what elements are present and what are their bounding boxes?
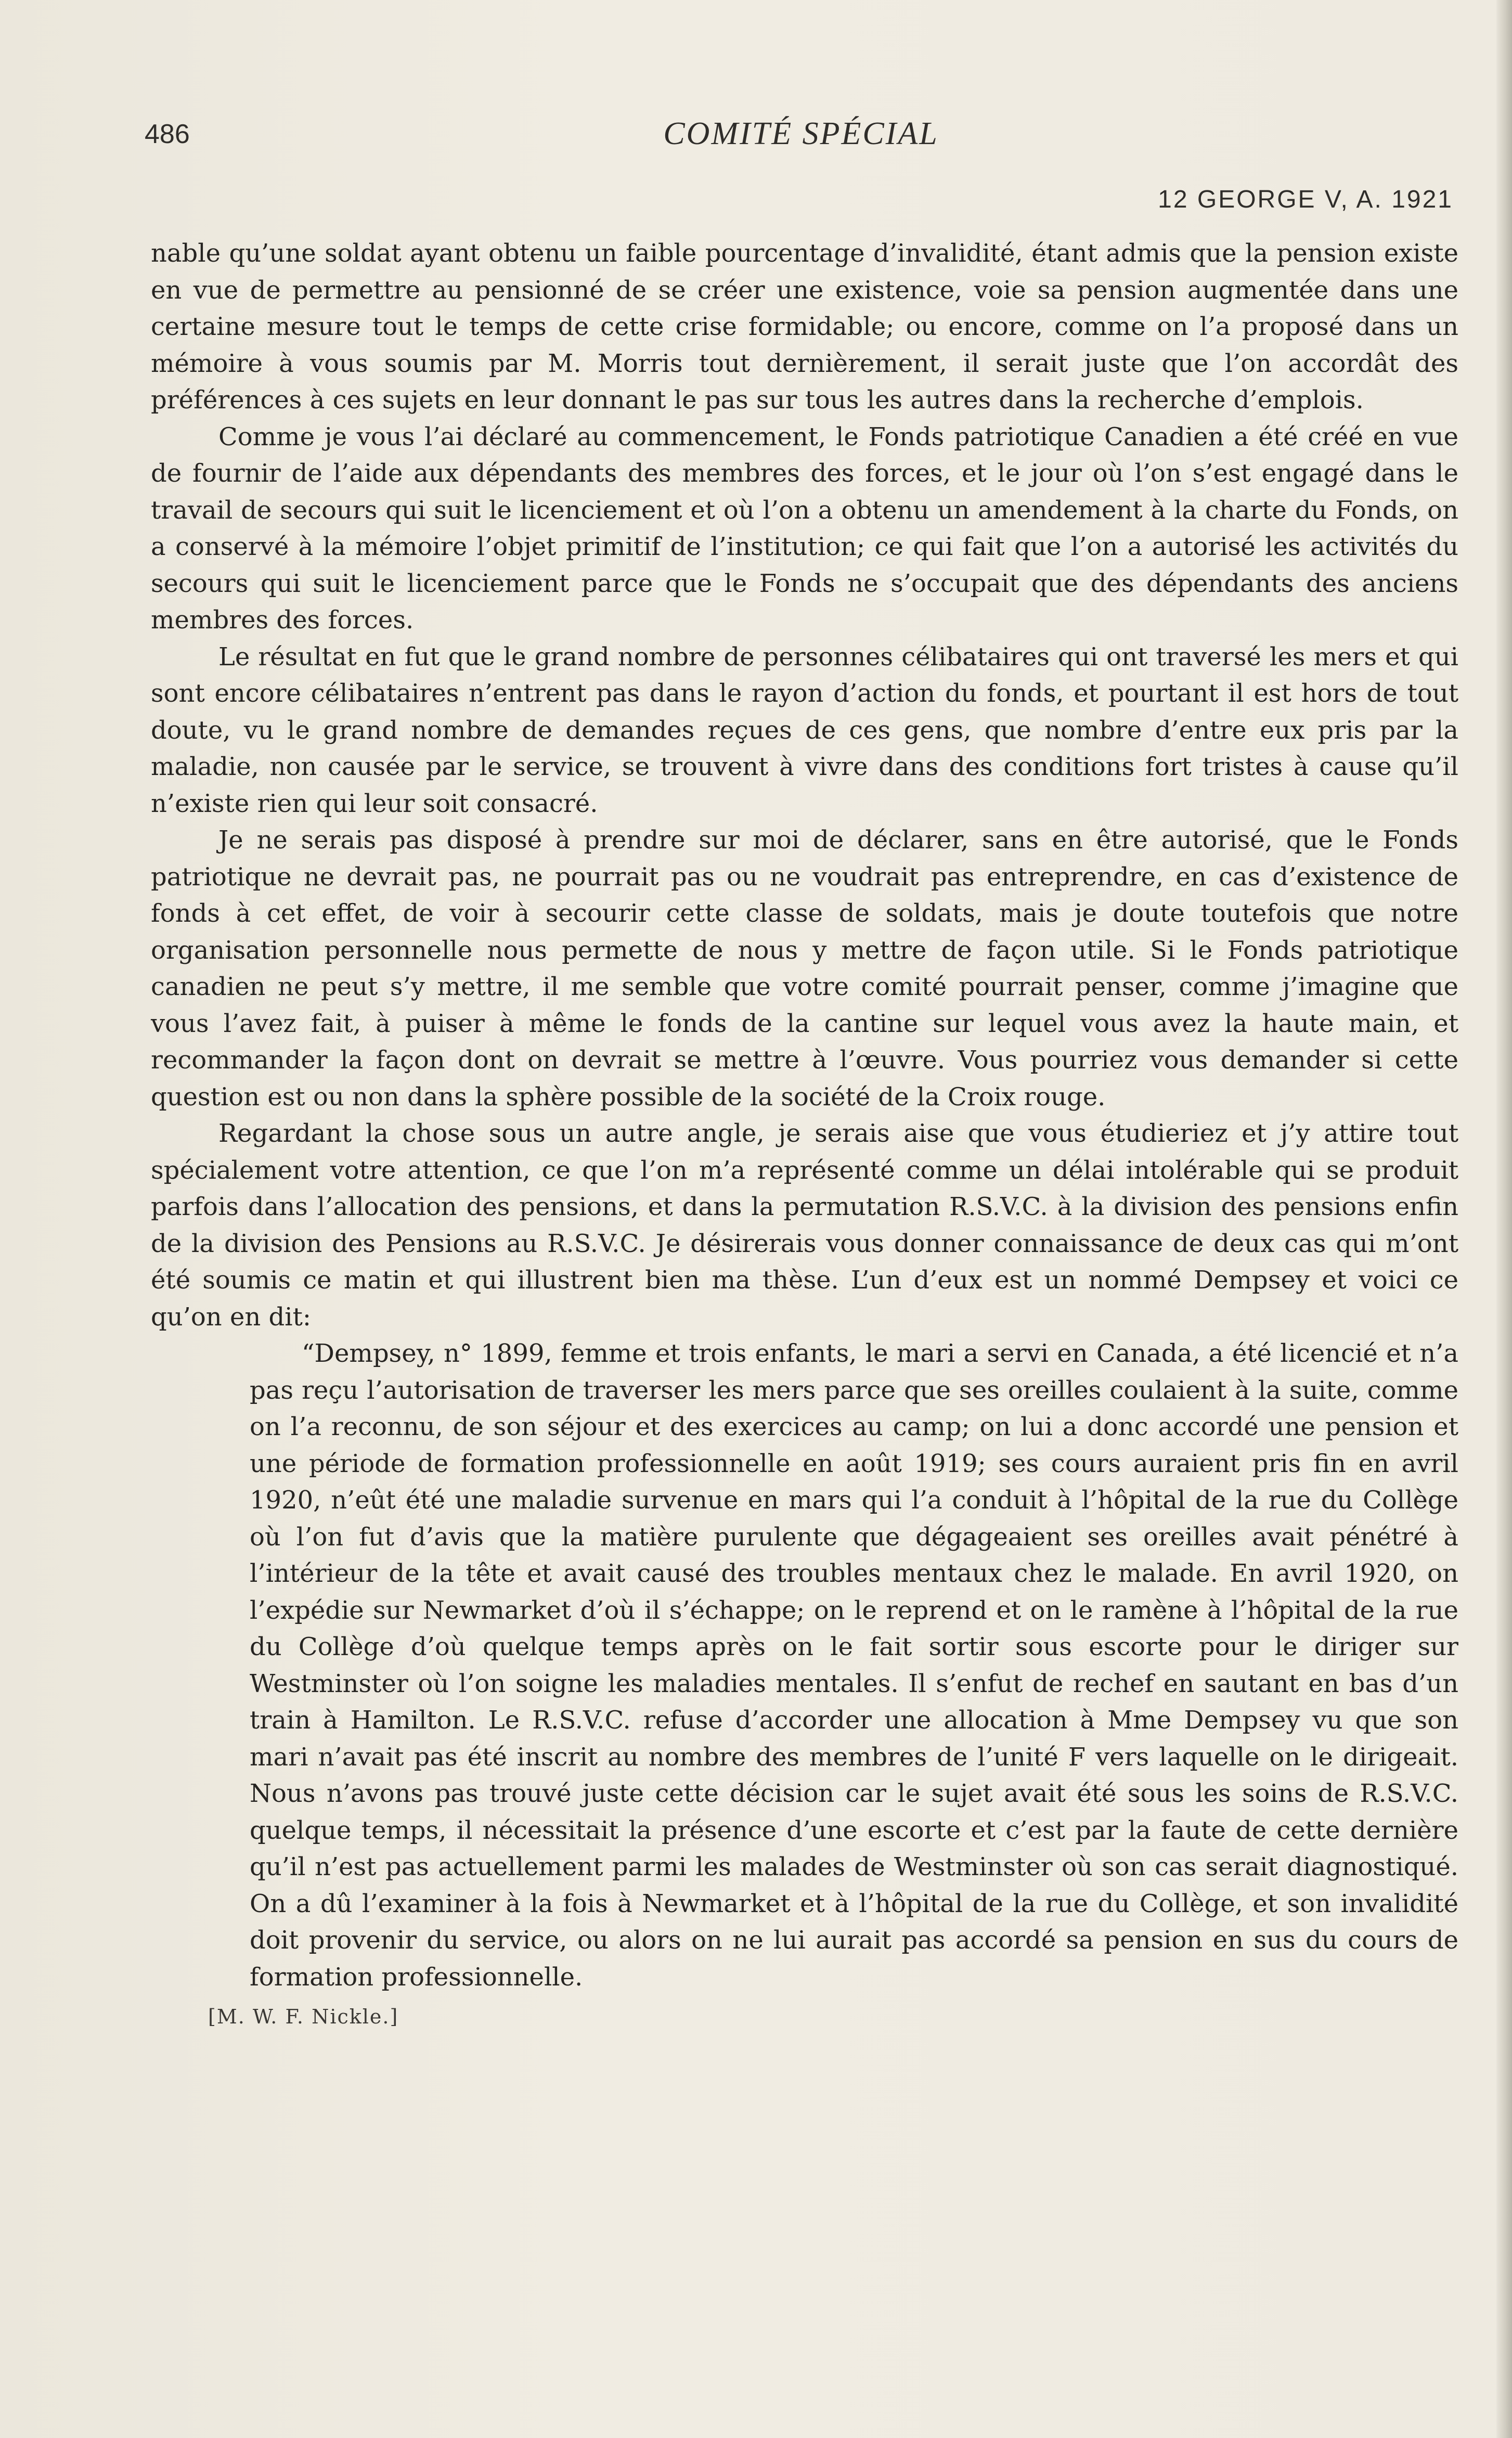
paragraph: Regardant la chose sous un autre angle, je serais aise que vous étudieriez et j’y attire tout spécialement votre attention, ce que l’on m’a représenté comme un délai intolérable qui se produit parfois dans l’allocation des pensions, et dans la permutation R.S.V.C. à la division des pensions enfin de la division des Pensions au R.S.V.C. Je désirerais vous donner connaissance de deux cas qui m’ont été soumis ce matin et qui illustrent bien ma thèse. L’un d’eux est un nommé Dempsey et voici ce qu’on en dit: [151, 1119, 1458, 1332]
body-text [151, 235, 1458, 2035]
paragraph-continuation: nable qu’une soldat ayant obtenu un faible pourcentage d’invalidité, étant admis que la pension existe en vue de permettre au pensionné de se créer une existence, voie sa pension augmentée dans une certaine mesure tout le temps de cette crise formidable; ou encore, comme on l’a proposé dans un mémoire à vous soumis par M. Morris tout dernièrement, il serait juste que l’on accordât des préférences à ces sujets en leur donnant le pas sur tous les autres dans la recherche d’emplois. [151, 239, 1458, 415]
paragraph: Comme je vous l’ai déclaré au commencement, le Fonds patriotique Canadien a été créé en vue de fournir de l’aide aux dépendants des membres des forces, et le jour où l’on s’est engagé dans le travail de secours qui suit le licenciement et où l’on a obtenu un amendement à la charte du Fonds, on a conservé à la mémoire l’objet primitif de l’institution; ce qui fait que l’on a autorisé les activités du secours qui suit le licenciement parce que le Fonds ne s’occupait que des dépendants des anciens membres des forces. [151, 422, 1458, 635]
running-head-title: COMITÉ SPÉCIAL [663, 116, 939, 151]
quoted-case-dempsey: “Dempsey, n° 1899, femme et trois enfants, le mari a servi en Canada, a été licencié et n’a pas reçu l’autorisation de traverser les mers parce que ses oreilles coulaient à la suite, comme on l’a reconnu, de son séjour et des exercices au camp; on lui a donc accordé une pension et une période de formation professionnelle en août 1919; ses cours auraient pris fin en avril 1920, n’eût été une maladie survenue en mars qui l’a conduit à l’hôpital de la rue du Collège où l’on fut d’avis que la matière purulente que dégageaient ses oreilles avait pénétré à l’intérieur de la tête et avait causé des troubles mentaux chez le malade. En avril 1920, on l’expédie sur Newmarket d’où il s’échappe; on le reprend et on le ramène à l’hôpital de la rue du Collège d’où quelque temps après on le fait sortir sous escorte pour le diriger sur Westminster où l’on soigne les maladies mentales. Il s’enfut de rechef en sautant en bas d’un train à Hamilton. Le R.S.V.C. refuse d’accorder une allocation à Mme Dempsey vu que son mari n’avait pas été inscrit au nombre des membres de l’unité F vers laquelle on le dirigeait. Nous n’avons pas trouvé juste cette décision car le sujet avait été sous les soins de R.S.V.C. quelque temps, il nécessitait la présence d’une escorte et c’est par la faute de cette dernière qu’il n’est pas actuellement parmi les malades de Westminster où son cas serait diagnostiqué. On a dû l’examiner à la fois à Newmarket et à l’hôpital de la rue du Collège, et son invalidité doit provenir du service, ou alors on ne lui aurait pas accordé sa pension en sus du cours de formation professionnelle. [250, 1339, 1458, 1992]
session-reference: 12 GEORGE V, A. 1921 [1158, 186, 1453, 213]
paragraph: Le résultat en fut que le grand nombre de personnes célibataires qui ont traversé les mers et qui sont encore célibataires n’entrent pas dans le rayon d’action du fonds, et pourtant il est hors de tout doute, vu le grand nombre de demandes reçues de ces gens, que nombre d’entre eux pris par la maladie, non causée par le service, se trouvent à vivre dans des conditions fort tristes à cause qu’il n’existe rien qui leur soit consacré. [151, 642, 1458, 818]
speaker-attribution: [M. W. F. Nickle.] [208, 2005, 399, 2028]
page-number: 486 [145, 119, 190, 149]
page-edge-shadow [1496, 0, 1512, 2438]
paragraph: Je ne serais pas disposé à prendre sur moi de déclarer, sans en être autorisé, que le Fonds patriotique ne devrait pas, ne pourrait pas ou ne voudrait pas entreprendre, en cas d’existence de fonds à cet effet, de voir à secourir cette classe de soldats, mais je doute toutefois que notre organisation personnelle nous permette de nous y mettre de façon utile. Si le Fonds patriotique canadien ne peut s’y mettre, il me semble que votre comité pourrait penser, comme j’imagine que vous l’avez fait, à puiser à même le fonds de la cantine sur lequel vous avez la haute main, et recommander la façon dont on devrait se mettre à l’œuvre. Vous pourriez vous demander si cette question est ou non dans la sphère possible de la société de la Croix rouge. [151, 825, 1458, 1112]
